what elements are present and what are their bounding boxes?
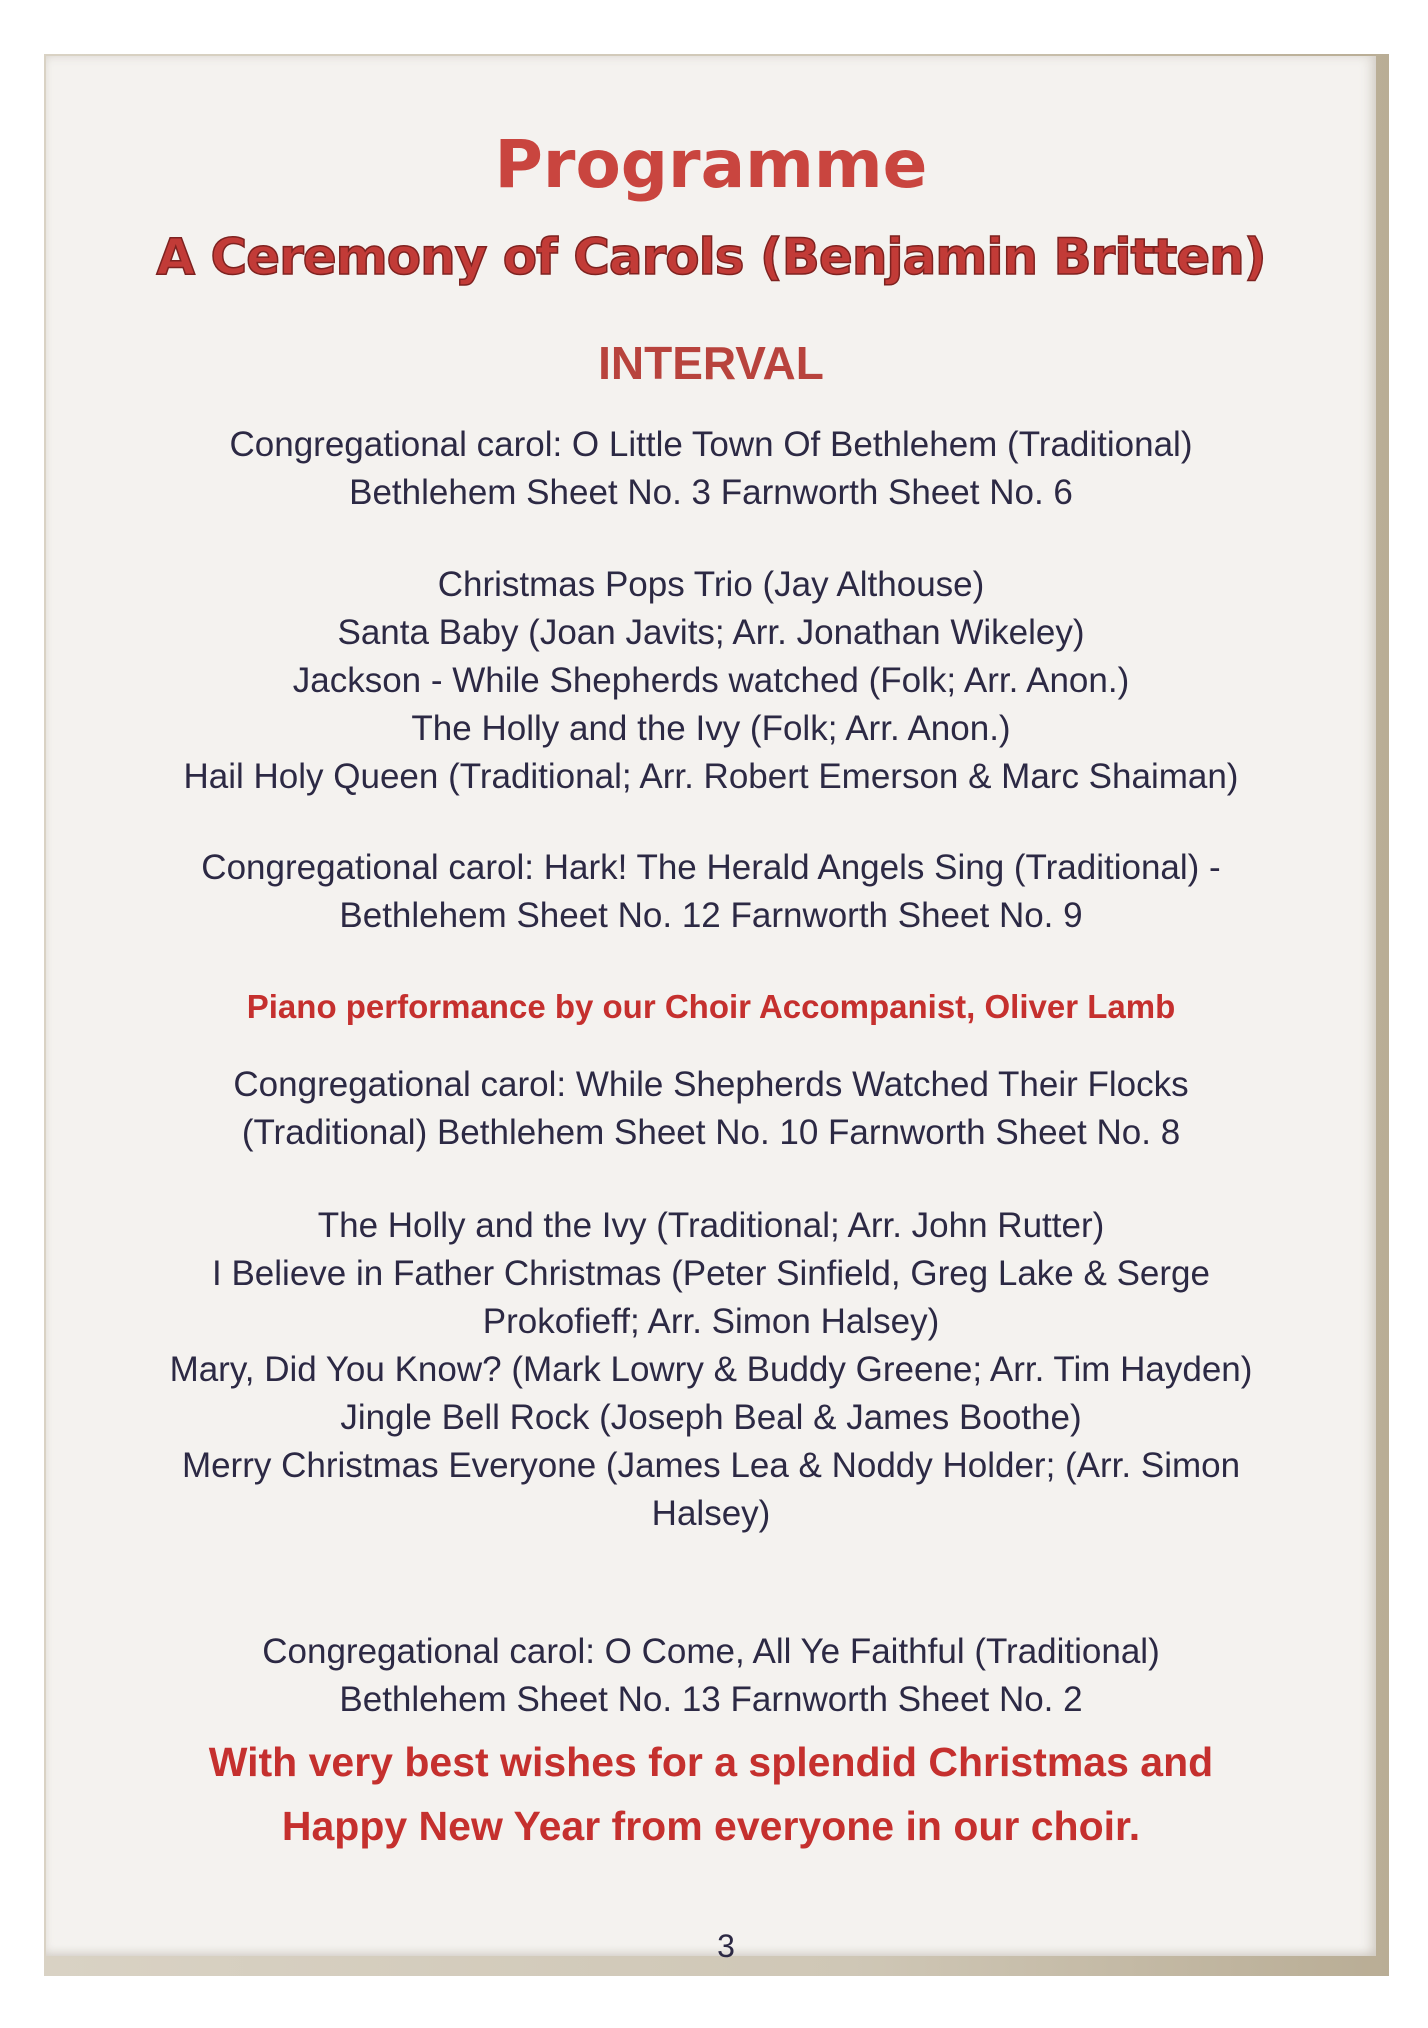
programme-line: Congregational carol: While Shepherds Watched Their Flocks xyxy=(233,1065,1189,1104)
page-number: 3 xyxy=(717,1928,735,1964)
programme-line: Congregational carol: Hark! The Herald Angels Sing (Traditional) - xyxy=(201,848,1221,887)
programme-line: The Holly and the Ivy (Traditional; Arr. John Rutter) xyxy=(317,1206,1105,1245)
programme-line: Merry Christmas Everyone (James Lea & Noddy Holder; (Arr. Simon xyxy=(181,1446,1241,1485)
programme-subtitle: A Ceremony of Carols (Benjamin Britten) xyxy=(156,228,1266,286)
programme-line: Halsey) xyxy=(651,1494,771,1533)
programme-line: Jingle Bell Rock (Joseph Beal & James Boothe) xyxy=(340,1398,1082,1437)
programme-line: Mary, Did You Know? (Mark Lowry & Buddy Greene; Arr. Tim Hayden) xyxy=(169,1350,1253,1389)
carol-section-4 xyxy=(46,1628,1376,1724)
carol-section-2 xyxy=(46,844,1376,940)
closing-line: With very best wishes for a splendid Christmas and xyxy=(208,1739,1214,1785)
programme-line: (Traditional) Bethlehem Sheet No. 10 Farnworth Sheet No. 8 xyxy=(241,1113,1181,1152)
programme-line: Prokofieff; Arr. Simon Halsey) xyxy=(482,1302,940,1341)
closing-line: Happy New Year from everyone in our choir. xyxy=(281,1803,1141,1849)
programme-title: Programme xyxy=(494,126,928,203)
programme-line: Bethlehem Sheet No. 12 Farnworth Sheet No. 9 xyxy=(339,896,1083,935)
programme-line: I Believe in Father Christmas (Peter Sinfield, Greg Lake & Serge xyxy=(212,1254,1210,1293)
programme-line: Bethlehem Sheet No. 13 Farnworth Sheet No. 2 xyxy=(339,1680,1083,1719)
programme-line: Santa Baby (Joan Javits; Arr. Jonathan Wikeley) xyxy=(337,613,1085,652)
programme-line: Hail Holy Queen (Traditional; Arr. Robert Emerson & Marc Shaiman) xyxy=(183,757,1239,796)
closing-message xyxy=(46,1730,1376,1858)
choir-pieces-section-2 xyxy=(46,1202,1376,1538)
programme-line: Jackson - While Shepherds watched (Folk; Arr. Anon.) xyxy=(292,661,1130,700)
choir-pieces-section-1 xyxy=(46,561,1376,801)
programme-line: Congregational carol: O Come, All Ye Faithful (Traditional) xyxy=(262,1632,1160,1671)
carol-section-3 xyxy=(46,1061,1376,1157)
programme-line: Congregational carol: O Little Town Of Bethlehem (Traditional) xyxy=(229,425,1193,464)
interval-heading: INTERVAL xyxy=(598,337,824,389)
piano-performance-note: Piano performance by our Choir Accompanist, Oliver Lamb xyxy=(246,988,1176,1025)
carol-section-1 xyxy=(46,421,1376,517)
programme-line: Christmas Pops Trio (Jay Althouse) xyxy=(437,565,985,604)
programme-line: Bethlehem Sheet No. 3 Farnworth Sheet No. 6 xyxy=(349,473,1073,512)
programme-line: The Holly and the Ivy (Folk; Arr. Anon.) xyxy=(411,709,1011,748)
